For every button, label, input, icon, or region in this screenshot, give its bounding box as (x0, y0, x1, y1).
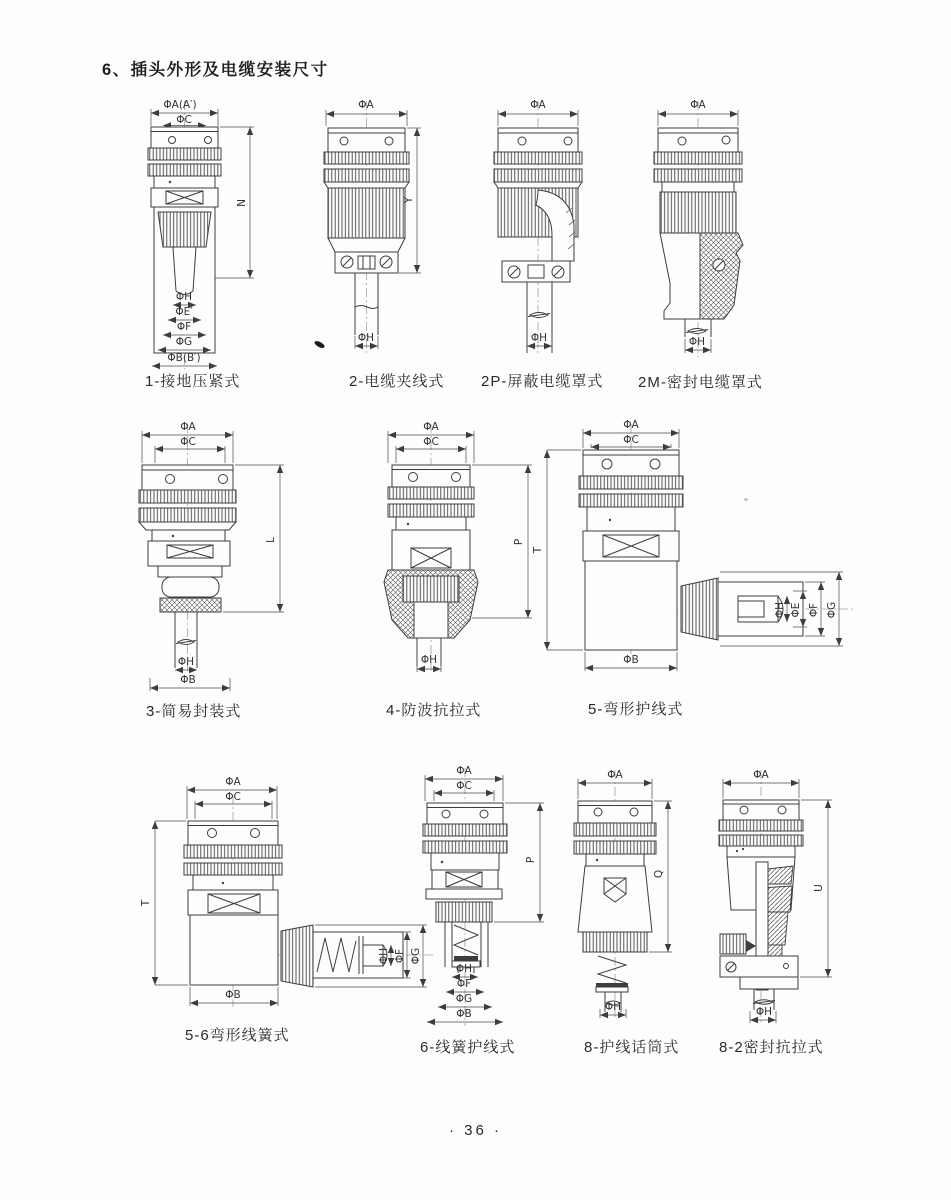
dim-label-phiB: ΦB (456, 1008, 472, 1020)
dim-label-T: T (532, 546, 544, 554)
fig4-dim-phiH (685, 336, 711, 353)
dim-label-phiF: ΦF (456, 978, 472, 990)
dim-label-phiA: ΦA (423, 421, 439, 433)
dim-label-phiH: ΦH (755, 1006, 773, 1018)
fig7-dim-T (532, 450, 583, 650)
figure-caption: 2P-屏蔽电缆罩式 (481, 373, 604, 390)
fig6-dim-P (472, 465, 532, 618)
figure-1 (118, 95, 303, 373)
fig5-dim-phiC (155, 436, 225, 463)
dim-label-phiB: ΦB (623, 654, 639, 666)
fig1-dim-phiB (152, 352, 217, 366)
dim-label-L: L (265, 537, 277, 543)
dim-label-phiA: ΦA (530, 99, 546, 111)
dim-label-phiE: ΦE (790, 602, 802, 618)
figure-caption: 8-2密封抗拉式 (719, 1039, 824, 1056)
fig9-dim-phiF (446, 978, 484, 992)
dim-label-phiG: ΦG (826, 601, 838, 619)
dim-label-phiH: ΦH (604, 1001, 622, 1013)
fig9-connector-body (423, 803, 507, 973)
dim-label-phiF: ΦF (176, 321, 192, 333)
fig8-connector-body (184, 821, 403, 987)
figure-6 (358, 420, 550, 720)
figure-5 (112, 420, 302, 705)
dim-label-phiC: ΦC (456, 780, 472, 792)
figure-caption: 5-6弯形线簧式 (185, 1027, 290, 1044)
dim-label-phiG: ΦG (410, 947, 422, 965)
dim-label-phiA: ΦA (690, 99, 706, 111)
dim-label-phiB: ΦB(B′) (167, 352, 201, 364)
dim-label-Y: Y (403, 196, 415, 204)
fig2-drawing (300, 95, 475, 380)
dim-label-phiA: ΦA (225, 776, 241, 788)
dim-label-phiH: ΦH (177, 656, 195, 668)
fig7-dim-phiC (591, 434, 671, 448)
dim-label-phiH: ΦH (420, 654, 438, 666)
figure-9 (400, 762, 580, 1072)
figure-2 (300, 95, 475, 380)
dim-label-phiH: ΦH (175, 291, 193, 303)
dim-label-phiH: ΦH (378, 947, 390, 965)
fig5-dim-phiB (150, 674, 230, 691)
dim-label-U: U (813, 884, 825, 892)
figure-caption: 2-电缆夹线式 (349, 373, 445, 390)
dim-label-phiA: ΦA (753, 769, 769, 781)
figure-caption: 1-接地压紧式 (145, 373, 241, 390)
fig4-connector-body (654, 128, 743, 337)
dim-label-phiH: ΦH (455, 963, 473, 975)
dim-label-phiA: ΦA(A′) (163, 99, 197, 111)
dim-label-phiA: ΦA (456, 765, 472, 777)
fig3-dim-phiH (527, 332, 552, 349)
dim-label-phiA: ΦA (607, 769, 623, 781)
page-number: · 36 · (448, 1122, 502, 1139)
figure-caption: 6-线簧护线式 (420, 1039, 516, 1056)
dim-label-phiA: ΦA (180, 421, 196, 433)
fig2-connector-body (324, 128, 409, 335)
dim-label-phiA: ΦA (358, 99, 374, 111)
dim-label-phiC: ΦC (623, 434, 639, 446)
dim-label-phiC: ΦC (180, 436, 196, 448)
dim-label-phiB: ΦB (180, 674, 196, 686)
page-title: 6、插头外形及电缆安装尺寸 (102, 61, 329, 79)
figure-caption: 8-护线话筒式 (584, 1039, 680, 1056)
fig7-connector-body (579, 450, 803, 650)
figure-3 (466, 95, 641, 380)
figure-caption: 5-弯形护线式 (588, 701, 684, 718)
dim-label-Q: Q (653, 869, 665, 879)
dim-label-phiF: ΦF (808, 602, 820, 618)
fig11-connector-body (719, 800, 803, 1010)
fig8-dim-phiH (378, 945, 391, 966)
fig5-connector-body (139, 465, 236, 668)
fig7-drawing (532, 419, 865, 710)
fig1-dim-phiC (163, 114, 206, 126)
dim-label-phiH: ΦH (357, 332, 375, 344)
fig1-drawing (118, 95, 303, 373)
fig11-drawing (698, 762, 885, 1072)
dim-label-phiC: ΦC (176, 114, 192, 126)
dim-label-phiG: ΦG (455, 993, 473, 1005)
dim-label-phiG: ΦG (175, 336, 193, 348)
fig4-drawing (626, 95, 811, 390)
fig5-dim-phiH (175, 656, 197, 670)
dim-label-P: P (525, 856, 537, 864)
fig9-drawing (400, 762, 580, 1072)
dim-label-P: P (513, 538, 525, 546)
dim-label-phiC: ΦC (423, 436, 439, 448)
figure-caption: 2M-密封电缆罩式 (638, 374, 763, 391)
dim-label-phiB: ΦB (225, 989, 241, 1001)
fig9-dim-phiC (434, 780, 494, 801)
dim-label-phiC: ΦC (225, 791, 241, 803)
fig6-connector-body (384, 465, 478, 666)
dim-label-N: N (236, 199, 248, 207)
dim-label-T: T (140, 899, 152, 907)
figure-4 (626, 95, 811, 390)
figure-7 (532, 419, 865, 710)
fig6-drawing (358, 420, 550, 720)
fig11-dim-U (800, 800, 832, 977)
dim-label-phiE: ΦE′ (175, 306, 193, 318)
fig9-dim-phiB (427, 1008, 503, 1022)
fig10-dim-phiH (600, 1001, 626, 1018)
dim-label-phiH: ΦH (530, 332, 548, 344)
figure-caption: 3-简易封装式 (146, 703, 242, 720)
fig8-dim-phiC (195, 791, 272, 819)
scan-artifact (744, 498, 748, 501)
figure-caption: 4-防波抗拉式 (386, 702, 482, 719)
fig5-drawing (112, 420, 302, 705)
dim-label-phiH: ΦH (688, 336, 706, 348)
fig8-dim-T (140, 821, 188, 985)
fig3-drawing (466, 95, 641, 380)
dim-label-phiA: ΦA (623, 419, 639, 431)
fig8-dim-phiB (190, 987, 278, 1006)
fig7-dim-phiB (585, 652, 677, 671)
figure-11 (698, 762, 885, 1072)
fig6-dim-phiH (417, 654, 441, 672)
dim-label-phiH: ΦH (774, 601, 786, 619)
dim-label-phiF: ΦF (394, 948, 406, 964)
fig9-dim-phiG (438, 993, 492, 1007)
